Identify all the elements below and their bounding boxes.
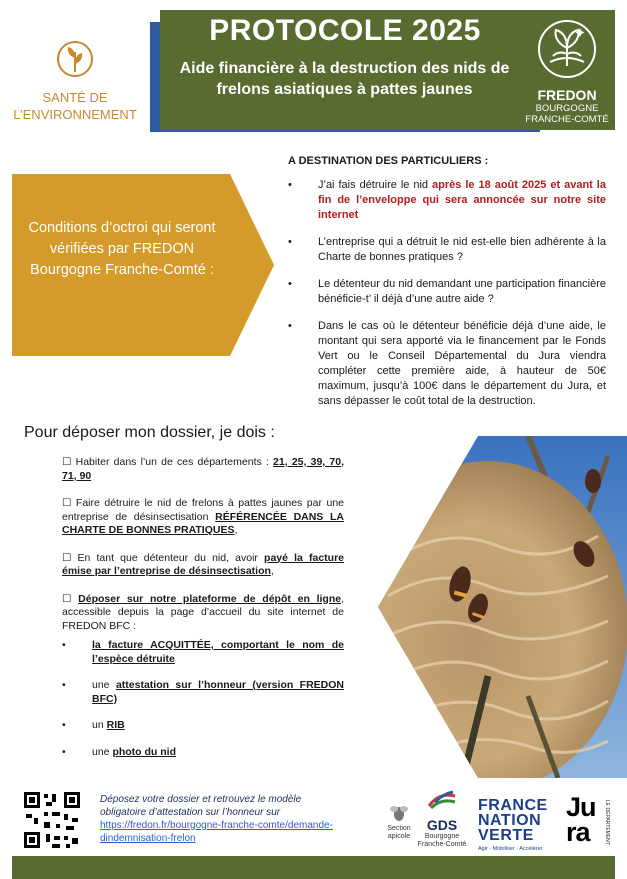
qr-code-icon[interactable] <box>22 790 82 850</box>
dossier-item-text: , accessible depuis la page d’accueil du site internet de FREDON BFC : <box>62 592 345 632</box>
list-item <box>288 319 606 409</box>
bullet-icon: • <box>62 745 66 758</box>
dossier-item-end: , <box>234 524 238 536</box>
jura-departement-label: LE DÉPARTEMENT <box>604 800 610 845</box>
footer-bar <box>12 856 615 879</box>
footer-instructions-text: Déposez votre dossier et retrouvez le modèle obligatoire d’attestation sur l’honneur sur <box>100 794 302 818</box>
fnv-tagline: Agir · Mobiliser · Accélérer <box>478 846 543 852</box>
document-rib: RIB <box>106 719 125 731</box>
fredon-name: FREDON <box>537 87 597 103</box>
footer-instructions <box>100 793 350 845</box>
list-item <box>62 497 344 538</box>
list-item <box>62 593 344 760</box>
sante-label-line2: L’ENVIRONNEMENT <box>13 107 137 122</box>
section-apicole-logo <box>384 804 414 841</box>
documents-list <box>62 639 344 759</box>
condition-date-highlight: après le 18 août 2025 et avant la fin de l’enveloppe qui sera annoncée sur notre site internet <box>318 179 606 221</box>
gds-sub-line1: Bourgogne <box>424 833 460 840</box>
list-item <box>62 456 344 483</box>
charte-reference: RÉFÉRENCÉE DANS LA CHARTE DE BONNES PRATIQUES <box>62 510 344 536</box>
section-apicole-line2: apicole <box>387 833 411 840</box>
bullet-icon: • <box>288 278 292 290</box>
header-banner <box>160 10 615 130</box>
dossier-item-end: , <box>270 565 274 577</box>
document-attestation: attestation sur l’honneur (version FREDON BFC) <box>92 679 345 705</box>
indemnisation-link[interactable]: https://fredon.fr/bourgogne-franche-comte/demande-dindemnisation-frelon <box>100 820 333 844</box>
document-prefix: une <box>92 679 116 691</box>
departements-list: 21, 25, 39, 70, 71, 90 <box>62 456 344 482</box>
page-title: PROTOCOLE 2025 <box>209 14 481 47</box>
gds-swoosh-icon <box>427 790 457 810</box>
condition-autre-aide: Le détenteur du nid demandant une participation financière bénéficie-t’ il déjà d’une autre aide ? <box>318 278 606 305</box>
sante-label-line1: SANTÉ DE <box>42 90 108 105</box>
list-item <box>62 746 344 760</box>
checkbox-icon: ☐ <box>62 592 72 605</box>
conditions-list <box>288 178 606 421</box>
dossier-title: Pour déposer mon dossier, je dois : <box>24 424 275 441</box>
gds-name: GDS <box>426 817 458 833</box>
condition-montant: Dans le cas où le détenteur bénéficie déjà d’une aide, le montant qui sera apporté via le financement par le Fonds Vert ou le Conseil Départemental du Jura viendra compléter cette première aide, à hauteur de 50€ maximum, jusqu’à 100€ dans le département du Jura, et sans dépasser le coût total de la destruction. <box>318 320 606 407</box>
condition-date-prefix: J’ai fais détruire le nid <box>318 179 433 191</box>
fnv-line1: FRANCE <box>478 797 548 814</box>
fredon-region-line1: BOURGOGNE <box>535 103 599 114</box>
checkbox-icon: ☐ <box>62 497 72 509</box>
list-item <box>288 178 606 223</box>
document-prefix: une <box>92 745 113 758</box>
fnv-line2: NATION <box>478 812 542 829</box>
fnv-line3: VERTE <box>478 827 534 844</box>
dossier-list <box>62 456 344 773</box>
jura-line1: Ju <box>566 792 596 822</box>
conditions-text: Conditions d’octroi qui seront vérifiées par FREDON Bourgogne Franche-Comté : <box>28 220 216 278</box>
jura-line2: ra <box>566 817 590 847</box>
bee-icon <box>389 804 409 822</box>
list-item <box>62 552 344 579</box>
bullet-icon: • <box>62 639 66 651</box>
sante-leaf-icon <box>56 38 94 80</box>
bullet-icon: • <box>288 236 292 248</box>
bullet-icon: • <box>62 679 66 691</box>
destination-title: A DESTINATION DES PARTICULIERS : <box>288 155 489 167</box>
checkbox-icon: ☐ <box>62 456 72 468</box>
dossier-item-text: Faire détruire le nid de frelons à pattes jaunes par une entreprise de désinsectisation <box>62 497 344 523</box>
dossier-item-text: En tant que détenteur du nid, avoir <box>71 551 265 564</box>
sante-environnement-logo <box>10 38 140 123</box>
bullet-icon: • <box>62 719 66 731</box>
section-apicole-line1: Section <box>387 825 411 832</box>
list-item <box>288 235 606 265</box>
document-facture: la facture ACQUITTÉE, comportant le nom de l’espèce détruite <box>92 639 344 665</box>
list-item <box>62 679 344 706</box>
condition-charte: L’entreprise qui a détruit le nid est-elle bien adhérente à la Charte de bonnes pratiques ? <box>318 236 606 263</box>
bullet-icon: • <box>288 179 292 191</box>
document-photo: photo du nid <box>112 745 176 758</box>
fredon-logo <box>522 18 612 128</box>
plateforme-depot-link[interactable]: Déposer sur notre plateforme de dépôt en ligne <box>78 592 342 605</box>
document-prefix: un <box>92 719 107 731</box>
france-nation-verte-logo <box>478 798 556 852</box>
fredon-region-line2: FRANCHE-COMTÉ <box>525 114 609 125</box>
list-item <box>62 719 344 733</box>
facture-payee: payé la facture émise par l’entreprise de désinsectisation <box>62 551 344 577</box>
gds-logo <box>412 790 472 849</box>
bullet-icon: • <box>288 320 292 332</box>
page-subtitle: Aide financière à la destruction des nids de frelons asiatiques à pattes jaunes <box>179 60 510 98</box>
list-item <box>62 639 344 666</box>
list-item <box>288 277 606 307</box>
hornet-nest-photo <box>378 436 627 778</box>
dossier-item-text: Habiter dans l’un de ces départements : <box>71 456 274 468</box>
checkbox-icon: ☐ <box>62 551 72 564</box>
gds-sub-line2: Franche-Comté <box>417 841 467 848</box>
fredon-emblem-icon <box>536 18 598 80</box>
